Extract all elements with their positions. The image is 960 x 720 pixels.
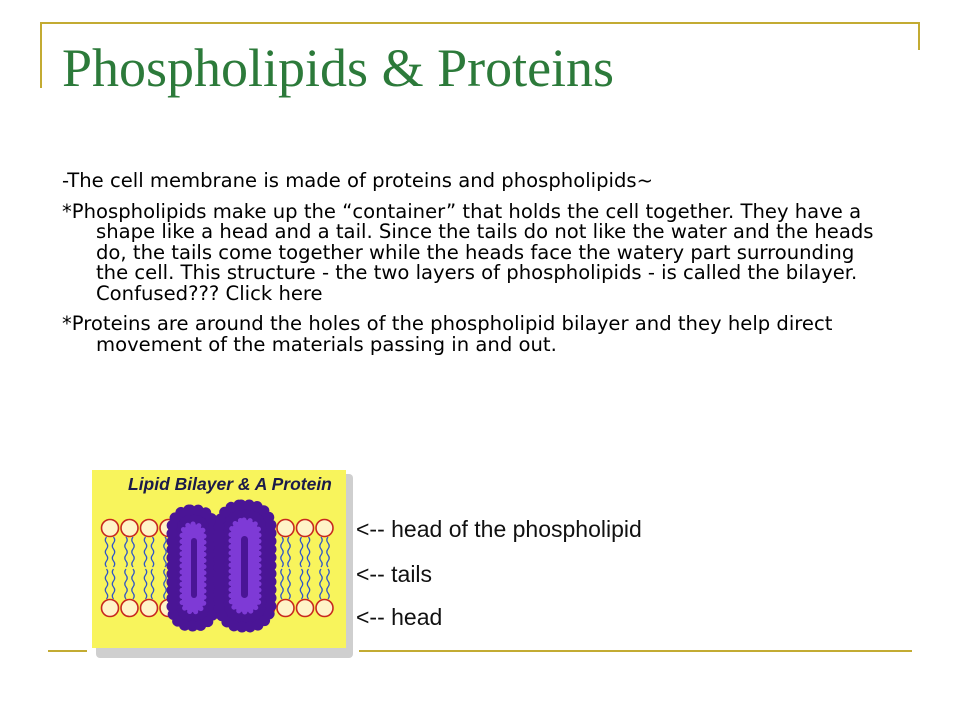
label-head-of-phospholipid: <-- head of the phospholipid bbox=[356, 516, 642, 542]
top-rule bbox=[40, 22, 920, 24]
label-head: <-- head bbox=[356, 604, 443, 630]
left-rule bbox=[40, 22, 42, 88]
protein-right-channel bbox=[241, 536, 248, 598]
figure-content bbox=[92, 470, 346, 648]
phospholipid-head-bottom bbox=[102, 600, 119, 617]
bullet-text: *Proteins are around the holes of the phospholipid bilayer and they help direct movement of the materials passing in and out. bbox=[62, 312, 833, 356]
phospholipid-head-top bbox=[277, 520, 294, 537]
phospholipid-head-bottom bbox=[277, 600, 294, 617]
slide-title: Phospholipids & Proteins bbox=[62, 38, 615, 98]
phospholipid-head-bottom bbox=[316, 600, 333, 617]
click-here-link[interactable]: Click here bbox=[225, 281, 323, 305]
right-rule-tick bbox=[918, 22, 920, 50]
phospholipid-head-top bbox=[121, 520, 138, 537]
protein-left-channel bbox=[191, 538, 197, 598]
phospholipid-head-top bbox=[141, 520, 158, 537]
phospholipid-head-top bbox=[102, 520, 119, 537]
bullet-phospholipids bbox=[62, 199, 882, 305]
bullet-text: -The cell membrane is made of proteins and phospholipids~ bbox=[62, 169, 654, 192]
bullet-membrane-composition bbox=[62, 171, 882, 192]
lipid-bilayer-figure bbox=[87, 466, 359, 660]
membrane-protein bbox=[172, 505, 271, 627]
label-tails: <-- tails bbox=[356, 561, 433, 587]
phospholipid-head-bottom bbox=[141, 600, 158, 617]
phospholipid-head-top bbox=[316, 520, 333, 537]
bullet-proteins bbox=[62, 314, 882, 355]
phospholipid-head-top bbox=[297, 520, 314, 537]
phospholipid-head-bottom bbox=[121, 600, 138, 617]
phospholipid-head-bottom bbox=[297, 600, 314, 617]
slide-body bbox=[62, 171, 882, 365]
figure-title: Lipid Bilayer & A Protein bbox=[128, 474, 332, 494]
bullet-text: *Phospholipids make up the “container” that holds the cell together. They have a shape like a head and a tail. Since the tails do not like the water and the heads do, the tails come together while the heads face the watery part surrounding the cell. This structure - the two layers of phospholipids - is called the bilayer. Confused??? bbox=[62, 199, 874, 305]
